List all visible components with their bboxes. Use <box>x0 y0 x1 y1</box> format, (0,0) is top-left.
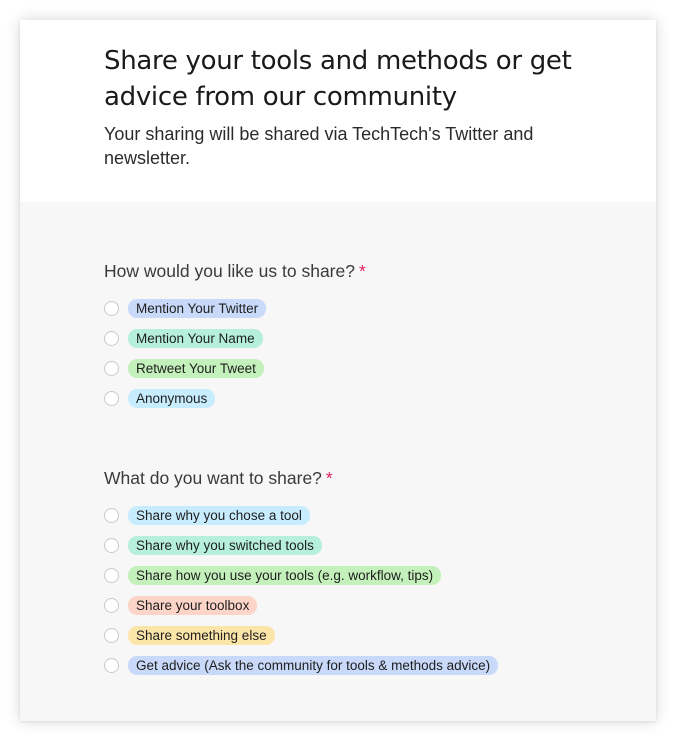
option-label: Mention Your Twitter <box>128 299 266 318</box>
option-label: Share your toolbox <box>128 596 257 615</box>
option-how-use-tools[interactable] <box>104 564 441 586</box>
option-label: Share something else <box>128 626 275 645</box>
option-label: Share why you switched tools <box>128 536 322 555</box>
radio-button[interactable] <box>104 538 119 553</box>
option-toolbox[interactable] <box>104 594 257 616</box>
radio-button[interactable] <box>104 598 119 613</box>
question-share-topic <box>104 468 333 489</box>
option-mention-name[interactable] <box>104 327 263 349</box>
required-marker: * <box>325 468 333 488</box>
required-marker: * <box>358 261 366 281</box>
form-header <box>20 20 656 202</box>
radio-button[interactable] <box>104 508 119 523</box>
option-label: Mention Your Name <box>128 329 263 348</box>
option-retweet[interactable] <box>104 357 264 379</box>
option-label: Share how you use your tools (e.g. workflow, tips) <box>128 566 441 585</box>
option-switched-tools[interactable] <box>104 534 322 556</box>
option-something-else[interactable] <box>104 624 275 646</box>
radio-button[interactable] <box>104 568 119 583</box>
question-share-method <box>104 261 366 282</box>
radio-button[interactable] <box>104 331 119 346</box>
option-label: Retweet Your Tweet <box>128 359 264 378</box>
radio-button[interactable] <box>104 361 119 376</box>
option-get-advice[interactable] <box>104 654 498 676</box>
radio-button[interactable] <box>104 301 119 316</box>
question-label: What do you want to share? <box>104 468 322 488</box>
option-anonymous[interactable] <box>104 387 215 409</box>
radio-button[interactable] <box>104 628 119 643</box>
option-label: Share why you chose a tool <box>128 506 310 525</box>
option-mention-twitter[interactable] <box>104 297 266 319</box>
form-title: Share your tools and methods or get advice from our community <box>104 46 572 112</box>
form-card <box>20 20 656 721</box>
option-label: Get advice (Ask the community for tools & methods advice) <box>128 656 498 675</box>
radio-button[interactable] <box>104 391 119 406</box>
form-subtitle: Your sharing will be shared via TechTech's Twitter and newsletter. <box>104 124 534 168</box>
radio-button[interactable] <box>104 658 119 673</box>
option-label: Anonymous <box>128 389 215 408</box>
option-chose-tool[interactable] <box>104 504 310 526</box>
question-label: How would you like us to share? <box>104 261 355 281</box>
